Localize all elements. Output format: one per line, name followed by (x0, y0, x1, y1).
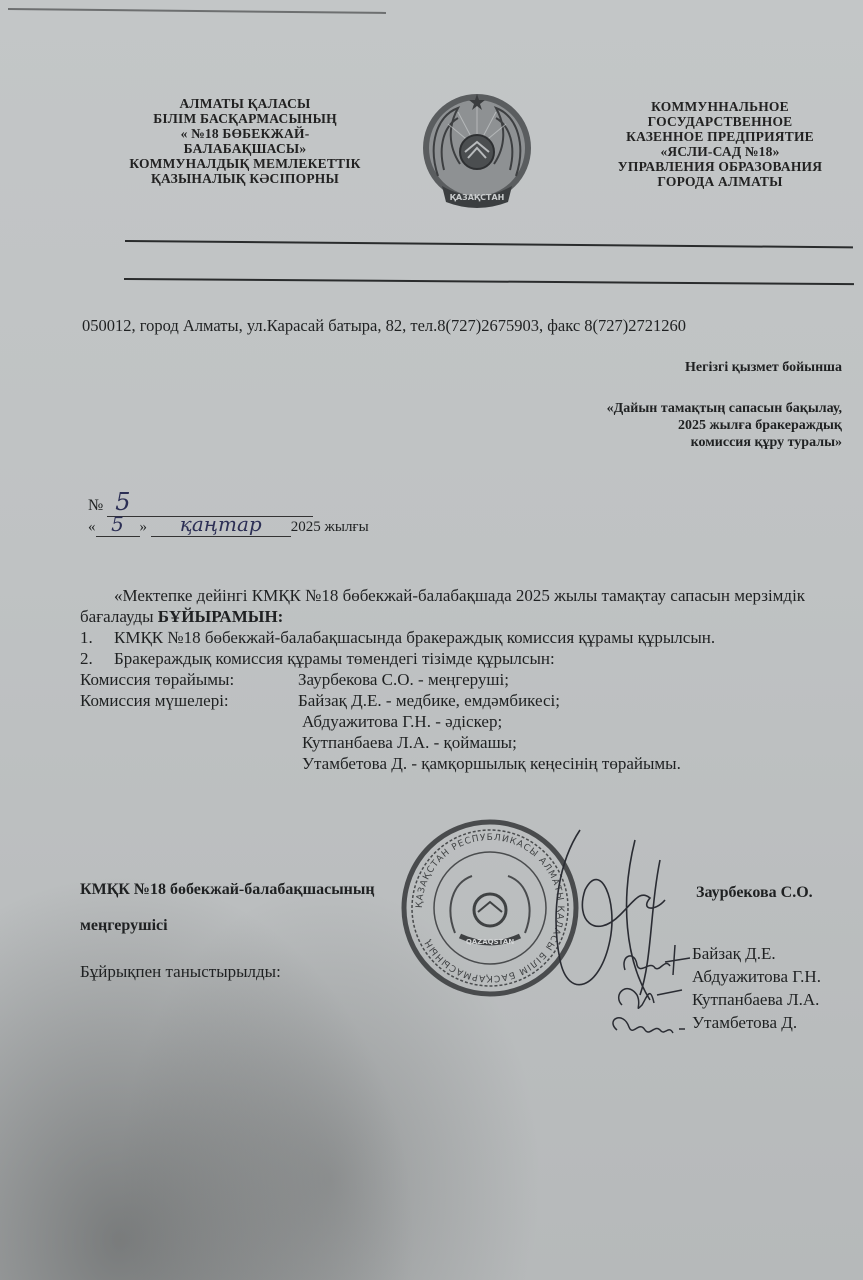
order-subject (522, 400, 842, 451)
quote-close: » (139, 519, 147, 535)
header-left-line: БАЛАБАҚШАСЫ» (183, 141, 307, 156)
acknowledgement-list (692, 942, 821, 1034)
header-left-line: КОММУНАЛДЫҚ МЕМЛЕКЕТТІК (129, 156, 361, 171)
signature-kutpanbaeva-icon (605, 1005, 695, 1045)
order-directive: БҰЙЫРАМЫН: (157, 607, 284, 626)
handwritten-month: қаңтар (179, 512, 262, 536)
signatory-title: КМҚК №18 бөбекжай-балабақшасының меңгерушісі (80, 881, 375, 934)
paper-fold-edge (8, 8, 386, 14)
order-date (88, 512, 369, 537)
svg-text:ҚАЗАҚСТАН: ҚАЗАҚСТАН (449, 193, 505, 202)
commission-chair-row (80, 669, 830, 690)
member-4: Утамбетова Д. - қамқоршылық кеңесінің төрайымы. (302, 754, 681, 773)
header-right-line: «ЯСЛИ-САД №18» (660, 144, 780, 159)
header-right-line: УПРАВЛЕНИЯ ОБРАЗОВАНИЯ (617, 159, 823, 174)
header-divider-bottom (124, 278, 854, 285)
chair-name: Заурбекова С.О. - меңгеруші; (298, 670, 509, 689)
header-left-line: АЛМАТЫ ҚАЛАСЫ (179, 96, 311, 111)
header-russian-org (600, 99, 840, 189)
subject-line: «Дайын тамақтың сапасын бақылау, (606, 401, 842, 416)
ack-name: Утамбетова Д. (692, 1013, 798, 1032)
state-emblem-icon (418, 86, 536, 214)
signature-baizak-icon (615, 940, 695, 980)
acknowledgement-label: Бұйрықпен таныстырылды: (80, 962, 281, 981)
header-left-line: « №18 БӨБЕКЖАЙ- (180, 126, 310, 141)
quote-open: « (88, 519, 96, 535)
subject-line: комиссия құру туралы» (690, 435, 842, 450)
order-intro: «Мектепке дейінгі КМҚК №18 бөбекжай-балабақшада 2025 жылы тамақтау сапасын мерзімдік бағалауды БҰЙЫРАМЫН: (80, 586, 806, 626)
handwritten-order-number: 5 (115, 488, 131, 516)
ack-name: Кутпанбаева Л.А. (692, 990, 820, 1009)
order-basis: Негізгі қызмет бойынша (685, 360, 842, 375)
organization-address: 050012, город Алматы, ул.Карасай батыра, 82, тел.8(727)2675903, факс 8(727)2721260 (82, 316, 687, 335)
header-kazakh-org (110, 96, 380, 186)
order-body (80, 585, 830, 774)
svg-text:ҚАЗАҚСТАН РЕСПУБЛИКАСЫ АЛМАТЫ: ҚАЗАҚСТАН РЕСПУБЛИКАСЫ АЛМАТЫ ҚАЛАСЫ БІЛІМ БАСҚАРМАСЫНЫҢ (414, 832, 566, 984)
header-right-line: ГОРОДА АЛМАТЫ (657, 174, 783, 189)
signatory-name: Заурбекова С.О. (696, 884, 813, 901)
order-item-1: 1. КМҚК №18 бөбекжай-балабақшасында бракераждық комиссия құрамы құрылсын. (80, 628, 716, 647)
handwritten-day: 5 (111, 512, 124, 536)
number-sign: № (88, 497, 104, 514)
header-right-line: КАЗЕННОЕ ПРЕДПРИЯТИЕ (626, 129, 814, 144)
header-left-line: ҚАЗЫНАЛЫҚ КӘСІПОРНЫ (151, 171, 339, 186)
year-text: 2025 жылғы (290, 519, 369, 535)
header-right-line: КОММУННАЛЬНОЕ (651, 99, 789, 114)
header-left-line: БІЛІМ БАСҚАРМАСЫНЫҢ (153, 111, 337, 126)
subject-line: 2025 жылға бракераждық (677, 418, 842, 433)
order-item-2: 2. Бракераждық комиссия құрамы төмендегі тізімде құрылсын: (80, 649, 555, 668)
member-3: Кутпанбаева Л.А. - қоймашы; (302, 733, 517, 752)
ack-name: Абдуажитова Г.Н. (692, 967, 821, 986)
svg-text:QAZAQSTAN: QAZAQSTAN (465, 938, 515, 946)
member-1: Байзақ Д.Е. - медбике, емдәмбикесі; (298, 691, 560, 710)
commission-members-row (80, 690, 830, 711)
ack-name: Байзақ Д.Е. (692, 944, 776, 963)
header-divider-top (125, 240, 853, 248)
members-label: Комиссия мүшелері: (80, 691, 229, 710)
member-2: Абдуажитова Г.Н. - әдіскер; (302, 712, 503, 731)
header-right-line: ГОСУДАРСТВЕННОЕ (647, 114, 793, 129)
chair-label: Комиссия төрайымы: (80, 670, 235, 689)
